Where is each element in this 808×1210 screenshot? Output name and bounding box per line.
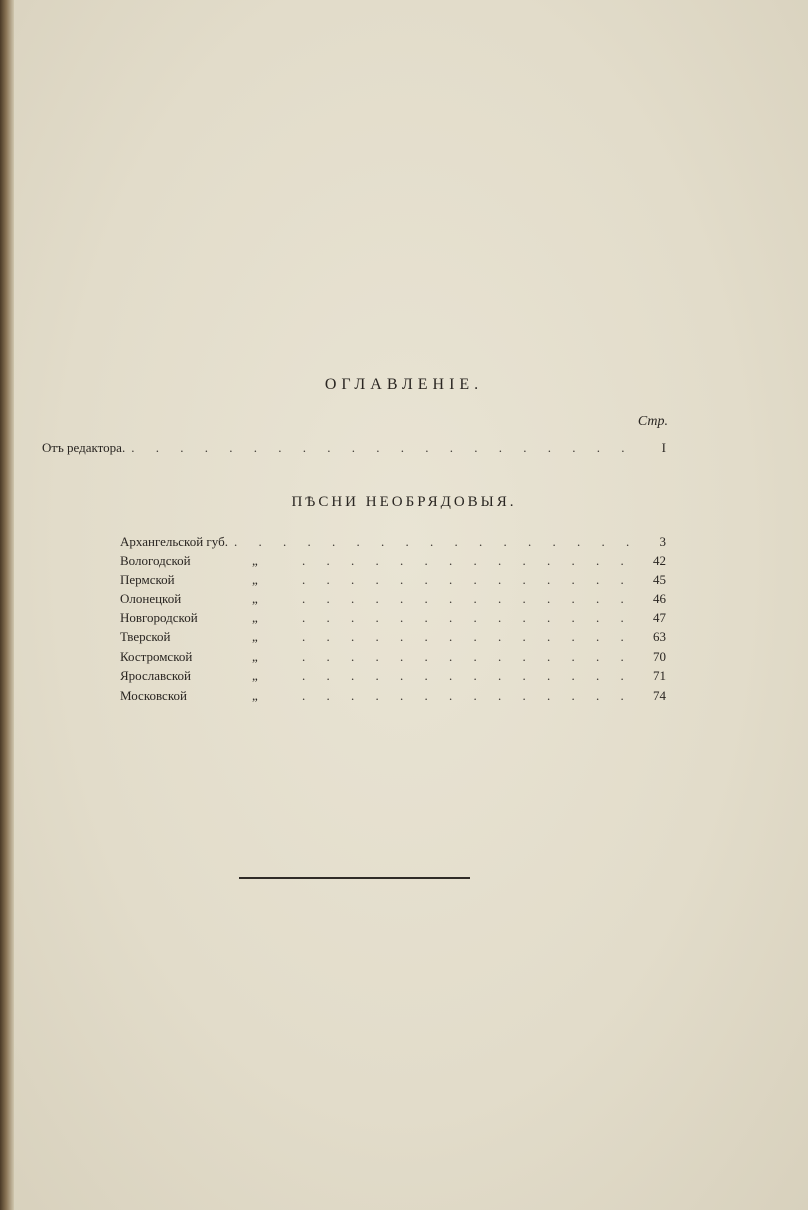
entry-page: 63 [653,629,666,644]
entry-page: 45 [653,572,666,587]
ditto-mark: „ [252,629,258,644]
entry-name: Олонецкой [120,591,182,606]
toc-entry [120,629,666,649]
ditto-mark: „ [252,553,258,568]
dot-leader [131,440,638,456]
page-column-header: Стр. [637,414,668,429]
entry-name: Костромской [120,649,193,664]
entry-name: Пермской [120,572,175,587]
entry-name: Тверской [120,629,171,644]
dot-leader [302,610,638,626]
dot-leader [234,534,638,550]
entry-page: 47 [653,610,666,625]
section-title: ПѢСНИ НЕОБРЯДОВЫЯ. [291,494,517,510]
toc-entry [120,610,666,630]
dot-leader [302,629,638,645]
toc-entry [120,572,666,592]
toc-entry [120,534,666,554]
page-binding-edge [0,0,14,1210]
toc-entry [120,591,666,611]
ditto-mark: „ [252,668,258,683]
entry-name: Новгородской [120,610,198,625]
preface-entry [42,440,666,460]
end-rule [239,877,470,879]
ditto-mark: „ [252,572,258,587]
entry-name: Ярославской [120,668,191,683]
ditto-mark: „ [252,591,258,606]
toc-entry [120,649,666,669]
dot-leader [302,688,638,704]
entry-page: 71 [653,668,666,683]
ditto-mark: „ [252,610,258,625]
entry-page: 74 [653,688,666,703]
preface-label: Отъ редактора. [42,440,126,455]
entry-page: 3 [659,534,666,549]
dot-leader [302,668,638,684]
dot-leader [302,649,638,665]
entry-page: 70 [653,649,666,664]
dot-leader [302,591,638,607]
toc-entry [120,688,666,708]
entry-name: Московской [120,688,187,703]
page-title: ОГЛАВЛЕНІЕ. [324,376,484,393]
entry-page: 42 [653,553,666,568]
preface-page: I [661,440,666,455]
entry-name: Вологодской [120,553,191,568]
ditto-mark: „ [252,649,258,664]
toc-entry [120,668,666,688]
ditto-mark: „ [252,688,258,703]
entry-page: 46 [653,591,666,606]
toc-entry [120,553,666,573]
entry-name: Архангельской губ. [120,534,228,549]
dot-leader [302,572,638,588]
dot-leader [302,553,638,569]
